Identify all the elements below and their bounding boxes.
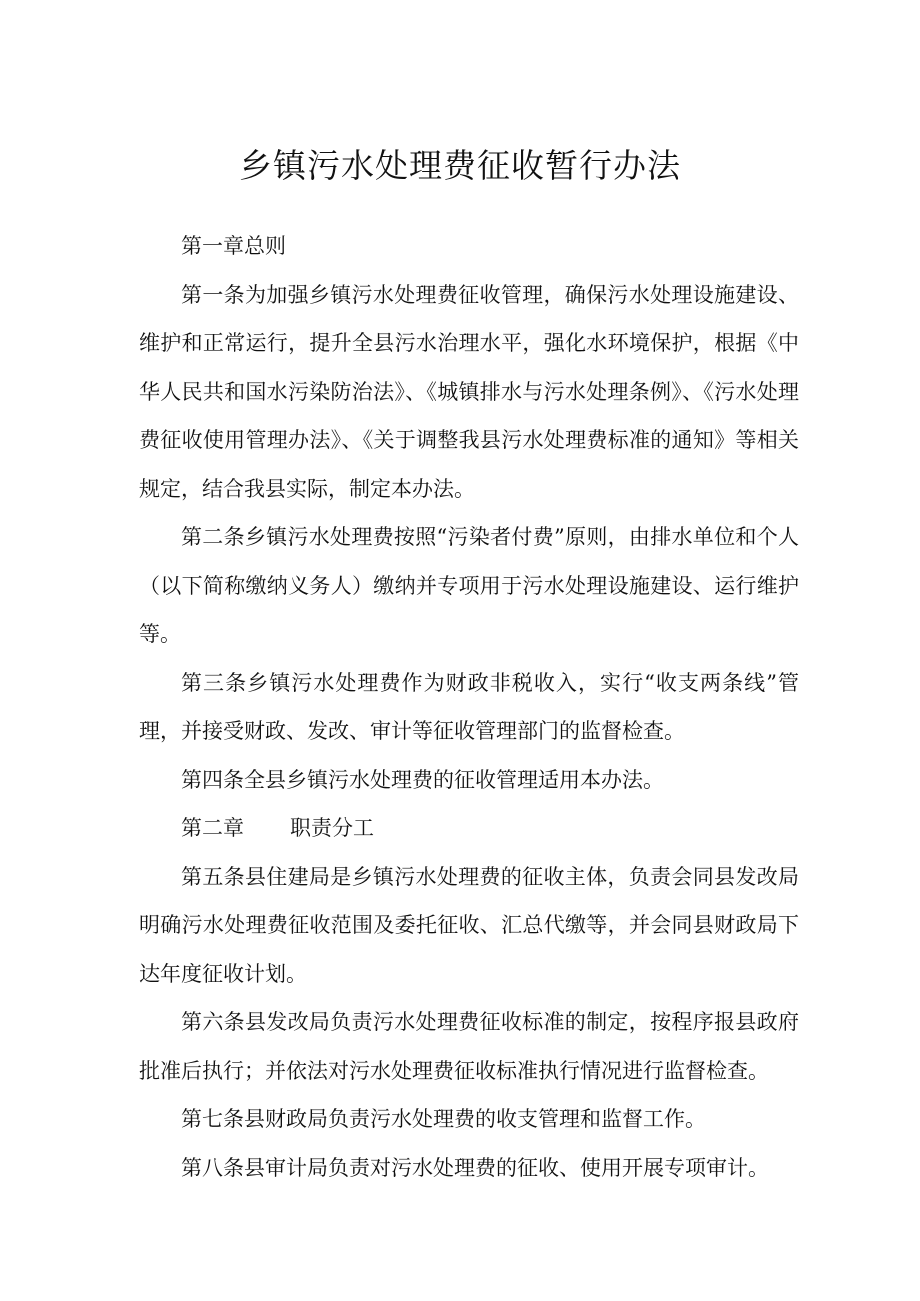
- chapter-1-heading: 第一章总则: [181, 234, 286, 258]
- article-5: 第五条县住建局是乡镇污水处理费的征收主体，负责会同县发改局明确污水处理费征收范围及委托征收、汇总代缴等，并会同县财政局下达年度征收计划。: [139, 864, 799, 986]
- document-title: 乡镇污水处理费征收暂行办法: [239, 146, 681, 185]
- article-4: 第四条全县乡镇污水处理费的征收管理适用本办法。: [181, 767, 664, 792]
- chapter-2-number: 第二章: [181, 816, 244, 840]
- article-2: 第二条乡镇污水处理费按照“污染者付费”原则，由排水单位和个人（以下简称缴纳义务人）缴纳并专项用于污水处理设施建设、运行维护等。: [139, 525, 799, 646]
- chapter-2-heading: [139, 804, 799, 853]
- article-6: 第六条县发改局负责污水处理费征收标准的制定，按程序报县政府批准后执行；并依法对污水处理费征收标准执行情况进行监督检查。: [139, 1010, 799, 1083]
- article-3: 第三条乡镇污水处理费作为财政非税收入，实行“收支两条线”管理，并接受财政、发改、审计等征收管理部门的监督检查。: [139, 670, 799, 743]
- document-body: [139, 222, 799, 1192]
- article-1: 第一条为加强乡镇污水处理费征收管理，确保污水处理设施建设、维护和正常运行，提升全县污水治理水平，强化水环境保护，根据《中华人民共和国水污染防治法》、《城镇排水与污水处理条例》、《污水处理费征收使用管理办法》、《关于调整我县污水处理费标准的通知》等相关规定，结合我县实际，制定本办法。: [139, 282, 799, 501]
- article-8: 第八条县审计局负责对污水处理费的征收、使用开展专项审计。: [181, 1155, 769, 1180]
- chapter-2-name: 职责分工: [290, 816, 374, 840]
- article-7: 第七条县财政局负责污水处理费的收支管理和监督工作。: [181, 1107, 706, 1131]
